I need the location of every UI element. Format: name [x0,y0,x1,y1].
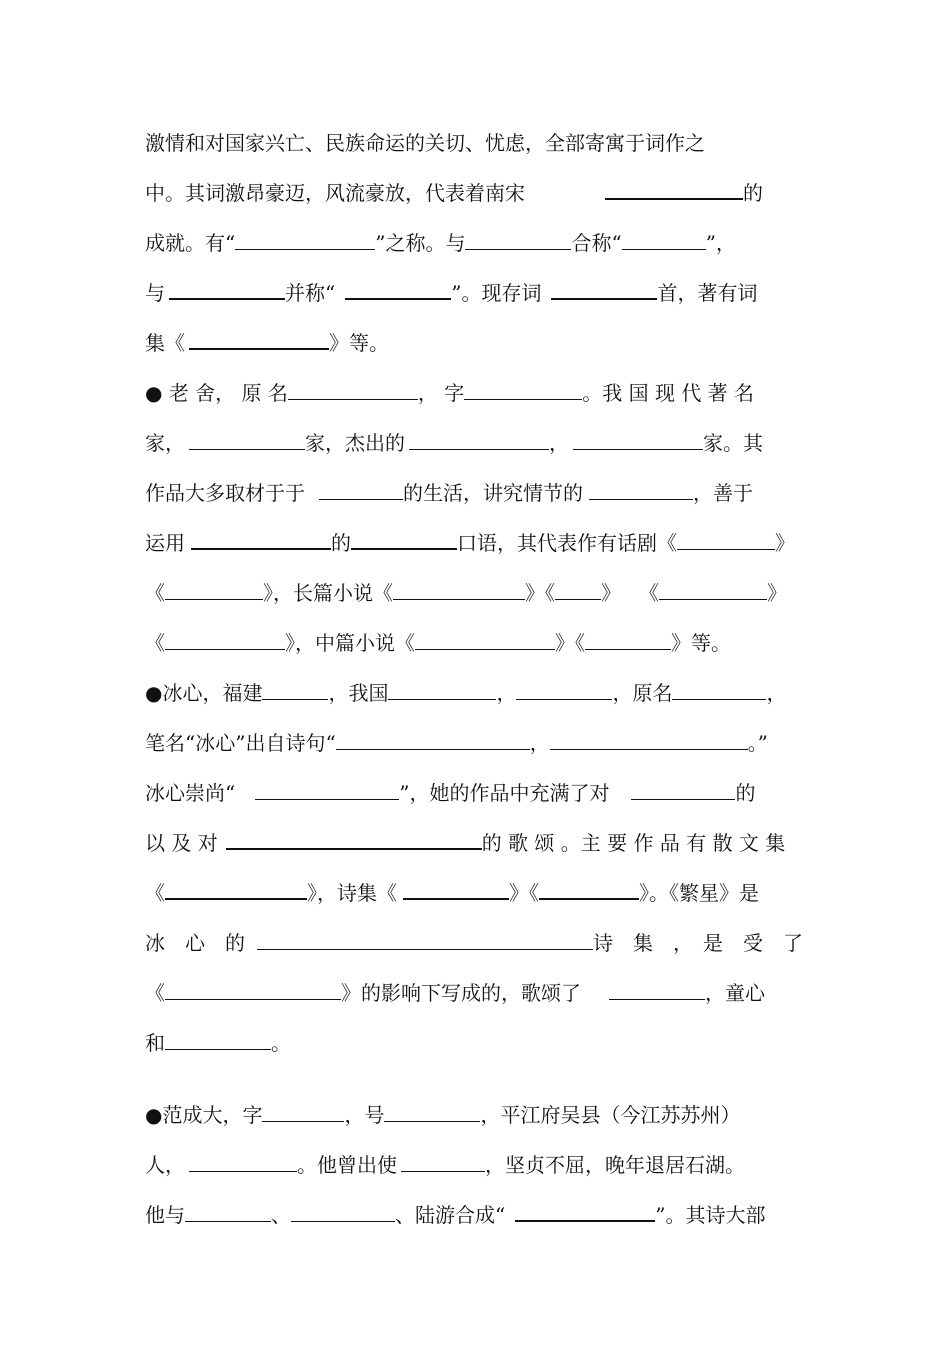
text-segment: 中。其词激昂豪迈，风流豪放，代表着南宋 [145,181,525,205]
fill-in-blank[interactable] [165,980,341,1000]
fill-in-blank[interactable] [631,780,735,800]
fill-in-blank[interactable] [169,280,285,300]
text-segment: 运用 [145,531,185,555]
fill-in-blank[interactable] [351,530,457,550]
text-segment: ，坚贞不屈，晚年退居石湖。 [485,1153,745,1177]
text-line [145,528,825,558]
text-segment: 激情和对国家兴亡、民族命运的关切、忧虑，全部寄寓于词作之 [145,131,705,155]
text-segment: ，童心 [705,981,765,1005]
fill-in-blank[interactable] [409,430,549,450]
fill-in-blank[interactable] [185,1202,271,1222]
text-segment: ，号 [344,1103,385,1127]
text-line [145,478,825,508]
fill-in-blank[interactable] [605,180,743,200]
fill-in-blank[interactable] [235,230,375,250]
text-line [145,1028,825,1058]
fill-in-blank[interactable] [672,680,766,700]
text-segment: 《 [145,581,165,605]
text-segment: 与 [145,281,165,305]
fill-in-blank[interactable] [551,280,657,300]
fill-in-blank[interactable] [226,830,482,850]
text-segment: ”之称。与 [375,231,466,255]
text-segment: 》的影响下写成的，歌颂了 [341,981,581,1005]
fill-in-blank[interactable] [255,780,399,800]
fill-in-blank[interactable] [384,1102,480,1122]
text-line [145,628,825,658]
text-segment: ， [496,681,517,705]
text-segment: ， [529,731,550,755]
text-segment: ●范成大，字 [145,1103,263,1127]
text-line [145,828,825,858]
text-line [145,228,825,258]
fill-in-blank[interactable] [393,580,525,600]
fill-in-blank[interactable] [189,1152,297,1172]
text-segment: 的 [743,181,763,205]
fill-in-blank[interactable] [573,430,703,450]
fill-in-blank[interactable] [257,930,593,950]
text-segment: 和 [145,1031,165,1055]
text-segment: 。” [747,731,768,755]
fill-in-blank[interactable] [165,580,263,600]
text-segment: 。他曾出使 [297,1153,397,1177]
fill-in-blank[interactable] [336,730,530,750]
text-segment: ，我国 [328,681,389,705]
fill-in-blank[interactable] [464,380,582,400]
text-segment: 冰心崇尚“ [145,781,236,805]
text-segment: ，善于 [693,481,753,505]
text-segment: 家，杰出的 [305,431,405,455]
text-segment: 以 及 对 [145,831,218,855]
fill-in-blank[interactable] [585,630,671,650]
text-segment: 》《 [525,581,555,605]
text-line [145,278,825,308]
text-segment: 口语，其代表作有话剧《 [457,531,677,555]
fill-in-blank[interactable] [262,680,328,700]
fill-in-blank[interactable] [589,480,693,500]
text-segment: 》等。 [329,331,389,355]
text-segment: 作品大多取材于于 [145,481,305,505]
fill-in-blank[interactable] [622,230,706,250]
fill-in-blank[interactable] [401,1152,485,1172]
fill-in-blank[interactable] [465,230,571,250]
text-line [145,178,825,208]
text-segment: ， [766,681,787,705]
text-line [145,978,825,1008]
fill-in-blank[interactable] [677,530,775,550]
text-segment: ●冰心，福建 [145,681,263,705]
text-segment: ”， [705,231,736,255]
fill-in-blank[interactable] [191,530,331,550]
text-segment: 》《 [555,631,585,655]
text-line [145,728,825,758]
text-segment: 》。《繁星》是 [639,881,759,905]
fill-in-blank[interactable] [659,580,767,600]
text-segment: 《 [639,581,659,605]
fill-in-blank[interactable] [319,480,403,500]
fill-in-blank[interactable] [609,980,705,1000]
text-line [145,578,825,608]
text-segment: 》《 [509,881,539,905]
text-segment: 家， [145,431,185,455]
text-segment: 》，诗集《 [307,881,397,905]
text-segment: 他与 [145,1203,185,1227]
text-line [145,778,825,808]
text-segment: 》 [767,581,787,605]
text-line [145,928,825,958]
text-segment: 冰 心 的 [145,931,245,955]
text-segment: 人， [145,1153,185,1177]
text-segment: 》，长篇小说《 [263,581,393,605]
fill-in-blank[interactable] [539,880,639,900]
text-segment: ”。现存词 [451,281,542,305]
fill-in-blank[interactable] [403,880,509,900]
text-segment: 的生活，讲究情节的 [403,481,583,505]
text-segment: 。我 国 现 代 著 名 [582,381,755,405]
fill-in-blank[interactable] [555,580,601,600]
fill-in-blank[interactable] [291,1202,395,1222]
text-segment: 《 [145,881,165,905]
text-line [145,1200,825,1230]
fill-in-blank[interactable] [516,680,612,700]
fill-in-blank[interactable] [345,280,451,300]
text-segment: 笔名“冰心”出自诗句“ [145,731,336,755]
text-line [145,128,825,158]
text-segment: 诗 集 ， 是 受 了 [593,931,803,955]
text-line [145,678,825,708]
text-line [145,378,825,408]
fill-in-blank[interactable] [165,1030,271,1050]
fill-in-blank[interactable] [189,430,305,450]
text-line [145,328,825,358]
text-segment: ”。其诗大部 [655,1203,766,1227]
text-segment: 、陆游合成“ [395,1203,506,1227]
text-segment: 、 [271,1203,291,1227]
text-segment: 的 [331,531,351,555]
text-segment: 并称“ [285,281,336,305]
text-segment: 合称“ [571,231,622,255]
text-segment: 》等。 [671,631,731,655]
text-line [145,878,825,908]
fill-in-blank[interactable] [415,630,555,650]
text-segment: 首，著有词 [657,281,758,305]
fill-in-blank[interactable] [189,330,329,350]
fill-in-blank[interactable] [165,630,285,650]
text-segment: 》 [775,531,795,555]
text-segment: ，平江府吴县（今江苏苏州） [480,1103,741,1127]
text-line [145,1100,825,1130]
fill-in-blank[interactable] [165,880,307,900]
fill-in-blank[interactable] [515,1202,655,1222]
text-line [145,428,825,458]
text-segment: 的 [735,781,756,805]
text-segment: 》 [601,581,621,605]
text-segment: 《 [145,981,165,1005]
text-segment: ，原名 [612,681,673,705]
fill-in-blank[interactable] [550,730,748,750]
text-segment: 《 [145,631,165,655]
text-segment: ， 字 [417,381,465,405]
text-segment: 集《 [145,331,185,355]
text-segment: ”，她的作品中充满了对 [399,781,610,805]
text-segment: 的 歌 颂 。主 要 作 品 有 散 文 集 [481,831,786,855]
fill-in-blank[interactable] [288,380,418,400]
text-segment: ● 老 舍， 原 名 [145,381,288,405]
text-segment: 家。其 [703,431,763,455]
text-segment: 成就。有“ [145,231,236,255]
fill-in-blank[interactable] [262,1102,344,1122]
text-segment: 》，中篇小说《 [285,631,415,655]
text-segment: ， [549,431,569,455]
text-segment: 。 [271,1031,291,1055]
fill-in-blank[interactable] [388,680,496,700]
text-line [145,1150,825,1180]
